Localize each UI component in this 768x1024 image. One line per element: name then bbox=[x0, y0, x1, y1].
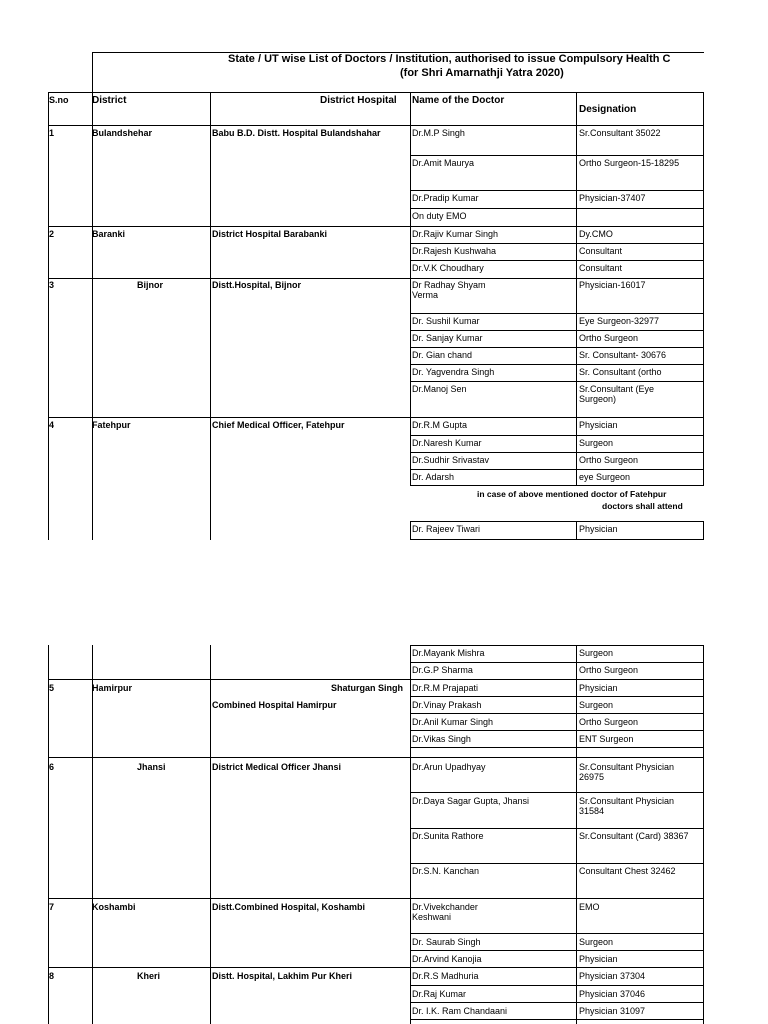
doctor-designation: Consultant bbox=[579, 246, 623, 256]
row-separator bbox=[48, 679, 704, 680]
doctor-name: Dr.Rajesh Kushwaha bbox=[412, 246, 497, 256]
cell-line bbox=[410, 208, 704, 209]
doctor-designation: Consultant bbox=[579, 263, 623, 273]
row-hospital: District Hospital Barabanki bbox=[212, 229, 328, 239]
doctor-designation: Sr.Consultant (Eye Surgeon) bbox=[579, 384, 655, 404]
doctor-name: Dr.Vivekchander Keshwani bbox=[412, 902, 478, 922]
doctor-name: On duty EMO bbox=[412, 211, 467, 221]
row-sno: 5 bbox=[49, 683, 55, 693]
cell-line bbox=[410, 933, 704, 934]
header-top-border bbox=[48, 92, 704, 93]
row-district: Koshambi bbox=[92, 902, 136, 912]
doctor-name: Dr. Sushil Kumar bbox=[412, 316, 480, 326]
cell-line bbox=[576, 521, 577, 540]
cell-line bbox=[410, 662, 704, 663]
row-hospital-top: Shaturgan Singh bbox=[331, 683, 403, 693]
doctor-name: Dr.M.P Singh bbox=[412, 128, 465, 138]
cell-line bbox=[410, 1019, 704, 1020]
cell-line bbox=[410, 381, 704, 382]
doctor-name: Dr.Mayank Mishra bbox=[412, 648, 485, 658]
cell-line bbox=[410, 985, 704, 986]
cell-line bbox=[410, 645, 704, 646]
doctor-designation: Surgeon bbox=[579, 937, 614, 947]
cell-line bbox=[410, 313, 704, 314]
doctor-name: Dr. Adarsh bbox=[412, 472, 455, 482]
doctor-designation: Physician-16017 bbox=[579, 280, 646, 290]
doctor-designation: Physician bbox=[579, 524, 618, 534]
col-right-border bbox=[703, 125, 704, 485]
doctor-name: Dr. Sanjay Kumar bbox=[412, 333, 483, 343]
doctor-designation: Physician-37407 bbox=[579, 193, 646, 203]
doctor-designation: Physician 31097 bbox=[579, 1006, 646, 1016]
doctor-name: Dr. I.K. Ram Chandaani bbox=[412, 1006, 508, 1016]
doctor-name: Dr.Arun Upadhyay bbox=[412, 762, 486, 772]
row-district: Baranki bbox=[92, 229, 126, 239]
row-sno: 4 bbox=[49, 420, 55, 430]
fatehpur-note-line2: doctors shall attend bbox=[602, 501, 683, 511]
doctor-name: Dr.R.M Gupta bbox=[412, 420, 468, 430]
row-separator bbox=[48, 226, 704, 227]
doctor-designation: Surgeon bbox=[579, 700, 614, 710]
doctor-designation: Ortho Surgeon bbox=[579, 455, 639, 465]
cell-line bbox=[410, 747, 704, 748]
doctor-name: Dr. Gian chand bbox=[412, 350, 473, 360]
cell-line bbox=[410, 713, 704, 714]
row-district: Fatehpur bbox=[92, 420, 131, 430]
col-hospital-left-border bbox=[210, 92, 211, 540]
cell-line bbox=[410, 1002, 704, 1003]
cell-line bbox=[410, 521, 704, 522]
cell-line bbox=[410, 828, 704, 829]
document-title: State / UT wise List of Doctors / Institution, authorised to issue Compulsory Health C bbox=[228, 53, 671, 65]
doctor-name: Dr.R.M Prajapati bbox=[412, 683, 479, 693]
doctor-designation: Physician 37304 bbox=[579, 971, 646, 981]
doctor-designation: Physician 37046 bbox=[579, 989, 646, 999]
header-designation: Designation bbox=[579, 104, 637, 115]
row-separator bbox=[48, 417, 704, 418]
doctor-name: Dr.Vikas Singh bbox=[412, 734, 471, 744]
doctor-name: Dr.Arvind Kanojia bbox=[412, 954, 482, 964]
row-district: Bijnor bbox=[137, 280, 163, 290]
doctor-designation: Physician bbox=[579, 683, 618, 693]
header-designation-divider bbox=[576, 92, 577, 126]
doctor-name: Dr.Rajiv Kumar Singh bbox=[412, 229, 499, 239]
doctor-name: Dr. Yagvendra Singh bbox=[412, 367, 495, 377]
doctor-designation: Physician bbox=[579, 420, 618, 430]
doctor-name: Dr.G.P Sharma bbox=[412, 665, 473, 675]
doctor-name: Dr.Daya Sagar Gupta, Jhansi bbox=[412, 796, 530, 806]
header-sno: S.no bbox=[49, 95, 69, 105]
doctor-name: Dr.Amit Maurya bbox=[412, 158, 475, 168]
row-sno: 3 bbox=[49, 280, 55, 290]
row-hospital: Combined Hospital Hamirpur bbox=[212, 700, 337, 710]
cell-line bbox=[410, 364, 704, 365]
doctor-name: Dr.S.N. Kanchan bbox=[412, 866, 480, 876]
doctor-name: Dr.Pradip Kumar bbox=[412, 193, 479, 203]
cell-line bbox=[410, 330, 704, 331]
cell-line bbox=[410, 521, 411, 540]
doctor-designation: Sr.Consultant (Card) 38367 bbox=[579, 831, 689, 841]
cell-line bbox=[410, 730, 704, 731]
cell-line bbox=[410, 696, 704, 697]
header-doctor: Name of the Doctor bbox=[412, 95, 505, 106]
doctor-designation: Ortho Surgeon bbox=[579, 665, 639, 675]
cell-line bbox=[410, 950, 704, 951]
row-hospital: Distt.Hospital, Bijnor bbox=[212, 280, 302, 290]
row-sno: 7 bbox=[49, 902, 55, 912]
doctor-name: Dr.Raj Kumar bbox=[412, 989, 467, 999]
row-separator bbox=[48, 898, 704, 899]
doctor-name: Dr. Rajeev Tiwari bbox=[412, 524, 481, 534]
row-separator bbox=[48, 967, 704, 968]
doctor-name: Dr.Sunita Rathore bbox=[412, 831, 484, 841]
cell-line bbox=[410, 485, 704, 486]
col-doctor-left-border bbox=[410, 125, 411, 485]
doctor-designation: Ortho Surgeon-15-18295 bbox=[579, 158, 680, 168]
doctor-designation: Sr.Consultant 35022 bbox=[579, 128, 661, 138]
row-hospital: Babu B.D. Distt. Hospital Bulandshahar bbox=[212, 128, 381, 138]
cell-line bbox=[410, 469, 704, 470]
doctor-name: Dr.Manoj Sen bbox=[412, 384, 467, 394]
doctor-name: Dr. Saurab Singh bbox=[412, 937, 481, 947]
doctor-name: Dr.V.K Choudhary bbox=[412, 263, 484, 273]
header-doctor-divider bbox=[410, 92, 411, 126]
doctor-designation: eye Surgeon bbox=[579, 472, 631, 482]
row-hospital: District Medical Officer Jhansi bbox=[212, 762, 342, 772]
doctor-designation: Surgeon bbox=[579, 648, 614, 658]
doctor-name: Dr.Anil Kumar Singh bbox=[412, 717, 494, 727]
cell-line bbox=[410, 435, 704, 436]
row-hospital: Chief Medical Officer, Fatehpur bbox=[212, 420, 345, 430]
doctor-name: Dr.Naresh Kumar bbox=[412, 438, 482, 448]
cell-line bbox=[410, 190, 704, 191]
header-hospital: District Hospital bbox=[320, 95, 397, 106]
doctor-name: Dr.R.S Madhuria bbox=[412, 971, 479, 981]
doctor-designation: Ortho Surgeon bbox=[579, 333, 639, 343]
cell-line bbox=[410, 243, 704, 244]
row-district: Jhansi bbox=[137, 762, 166, 772]
cell-line bbox=[410, 863, 704, 864]
header-bottom-border bbox=[48, 125, 704, 126]
doctor-designation: Ortho Surgeon bbox=[579, 717, 639, 727]
row-hospital: Distt.Combined Hospital, Koshambi bbox=[212, 902, 366, 912]
cell-line bbox=[410, 539, 704, 540]
doctor-name: Dr.Vinay Prakash bbox=[412, 700, 482, 710]
row-hospital: Distt. Hospital, Lakhim Pur Kheri bbox=[212, 971, 353, 981]
doctor-designation: Surgeon bbox=[579, 438, 614, 448]
cell-line bbox=[703, 521, 704, 540]
header-district: District bbox=[92, 95, 127, 106]
row-sno: 1 bbox=[49, 128, 55, 138]
doctor-name: Dr Radhay Shyam Verma bbox=[412, 280, 486, 300]
row-separator bbox=[48, 757, 704, 758]
doctor-designation: Sr.Consultant Physician 26975 bbox=[579, 762, 675, 782]
doctor-designation: Sr. Consultant- 30676 bbox=[579, 350, 667, 360]
row-separator bbox=[48, 278, 704, 279]
row-sno: 8 bbox=[49, 971, 55, 981]
col-sno-left-border bbox=[48, 92, 49, 540]
doctor-designation: Sr. Consultant (ortho bbox=[579, 367, 662, 377]
cell-line bbox=[410, 347, 704, 348]
doctor-designation: Sr.Consultant Physician 31584 bbox=[579, 796, 675, 816]
cell-line bbox=[410, 452, 704, 453]
fatehpur-note-line1: in case of above mentioned doctor of Fatehpur bbox=[477, 489, 667, 499]
row-sno: 2 bbox=[49, 229, 55, 239]
col-designation-left-border bbox=[576, 125, 577, 485]
row-district: Kheri bbox=[137, 971, 161, 981]
row-district: Bulandshehar bbox=[92, 128, 153, 138]
document-subtitle: (for Shri Amarnathji Yatra 2020) bbox=[400, 67, 564, 79]
doctor-designation: Dy.CMO bbox=[579, 229, 613, 239]
cell-line bbox=[410, 792, 704, 793]
doctor-designation: Eye Surgeon-32977 bbox=[579, 316, 660, 326]
header-right-border bbox=[703, 92, 704, 126]
cell-line bbox=[410, 260, 704, 261]
cell-line bbox=[410, 155, 704, 156]
doctor-designation: Physician bbox=[579, 954, 618, 964]
doctor-name: Dr.Sudhir Srivastav bbox=[412, 455, 490, 465]
row-district: Hamirpur bbox=[92, 683, 133, 693]
row-sno: 6 bbox=[49, 762, 55, 772]
doctor-designation: EMO bbox=[579, 902, 600, 912]
doctor-designation: ENT Surgeon bbox=[579, 734, 634, 744]
doctor-designation: Consultant Chest 32462 bbox=[579, 866, 676, 876]
